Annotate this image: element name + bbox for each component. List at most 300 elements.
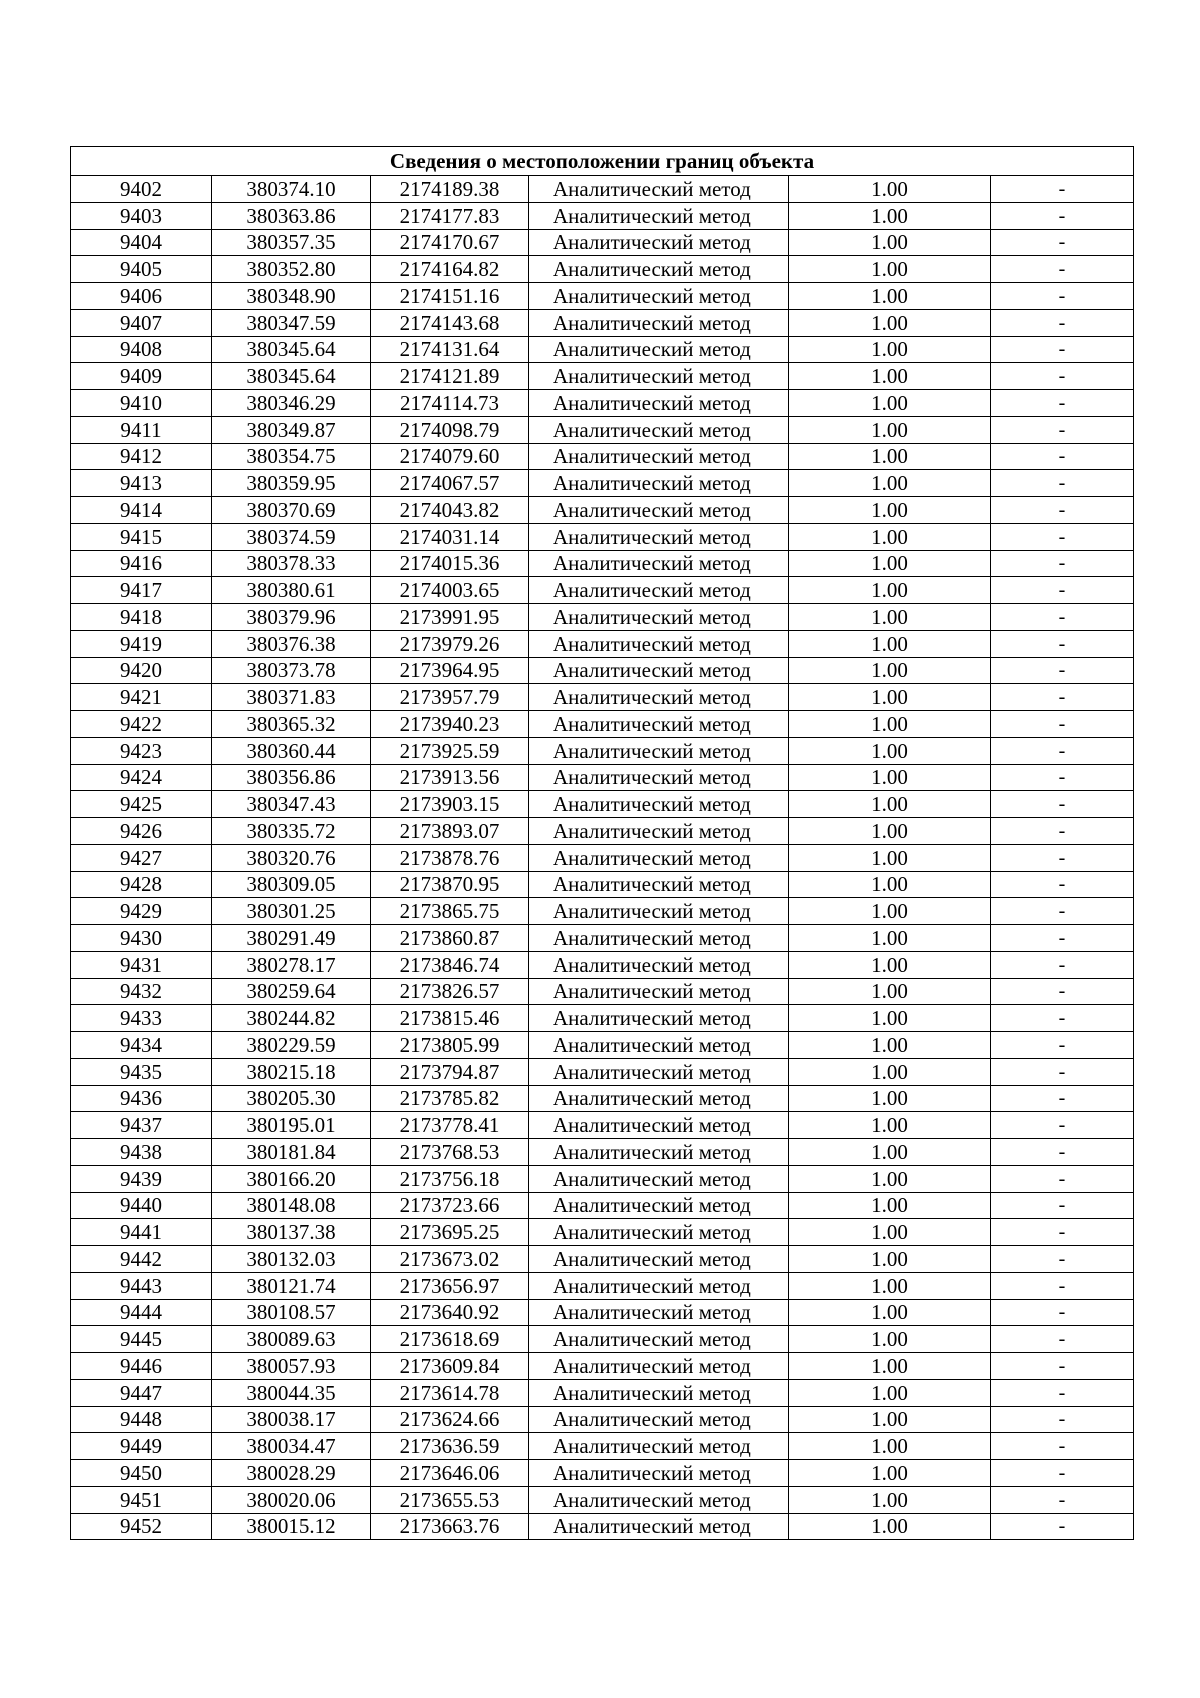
accuracy-cell: 1.00 <box>789 256 991 283</box>
description-cell: - <box>991 1219 1134 1246</box>
y-coordinate-cell: 2174015.36 <box>371 550 529 577</box>
x-coordinate-cell: 380132.03 <box>212 1246 371 1273</box>
table-row <box>71 871 1134 898</box>
point-number-cell: 9451 <box>71 1486 212 1513</box>
y-coordinate-cell: 2173609.84 <box>371 1353 529 1380</box>
point-number-cell: 9444 <box>71 1299 212 1326</box>
description-cell: - <box>991 684 1134 711</box>
point-number-cell: 9450 <box>71 1460 212 1487</box>
y-coordinate-cell: 2173640.92 <box>371 1299 529 1326</box>
method-cell: Аналитический метод <box>529 1112 789 1139</box>
table-row <box>71 1246 1134 1273</box>
point-number-cell: 9405 <box>71 256 212 283</box>
method-cell: Аналитический метод <box>529 1272 789 1299</box>
y-coordinate-cell: 2174189.38 <box>371 176 529 203</box>
y-coordinate-cell: 2173794.87 <box>371 1058 529 1085</box>
x-coordinate-cell: 380374.10 <box>212 176 371 203</box>
description-cell: - <box>991 443 1134 470</box>
x-coordinate-cell: 380345.64 <box>212 336 371 363</box>
table-row <box>71 1326 1134 1353</box>
accuracy-cell: 1.00 <box>789 978 991 1005</box>
accuracy-cell: 1.00 <box>789 1460 991 1487</box>
point-number-cell: 9442 <box>71 1246 212 1273</box>
table-row <box>71 497 1134 524</box>
method-cell: Аналитический метод <box>529 844 789 871</box>
y-coordinate-cell: 2173846.74 <box>371 951 529 978</box>
x-coordinate-cell: 380335.72 <box>212 818 371 845</box>
x-coordinate-cell: 380089.63 <box>212 1326 371 1353</box>
description-cell: - <box>991 1058 1134 1085</box>
accuracy-cell: 1.00 <box>789 497 991 524</box>
y-coordinate-cell: 2173636.59 <box>371 1433 529 1460</box>
method-cell: Аналитический метод <box>529 390 789 417</box>
method-cell: Аналитический метод <box>529 1165 789 1192</box>
accuracy-cell: 1.00 <box>789 657 991 684</box>
table-row <box>71 176 1134 203</box>
method-cell: Аналитический метод <box>529 283 789 310</box>
description-cell: - <box>991 202 1134 229</box>
method-cell: Аналитический метод <box>529 871 789 898</box>
y-coordinate-cell: 2174043.82 <box>371 497 529 524</box>
description-cell: - <box>991 951 1134 978</box>
accuracy-cell: 1.00 <box>789 1326 991 1353</box>
table-row <box>71 764 1134 791</box>
accuracy-cell: 1.00 <box>789 764 991 791</box>
x-coordinate-cell: 380028.29 <box>212 1460 371 1487</box>
method-cell: Аналитический метод <box>529 925 789 952</box>
point-number-cell: 9413 <box>71 470 212 497</box>
y-coordinate-cell: 2174164.82 <box>371 256 529 283</box>
method-cell: Аналитический метод <box>529 1486 789 1513</box>
accuracy-cell: 1.00 <box>789 443 991 470</box>
accuracy-cell: 1.00 <box>789 577 991 604</box>
accuracy-cell: 1.00 <box>789 1513 991 1540</box>
x-coordinate-cell: 380034.47 <box>212 1433 371 1460</box>
point-number-cell: 9421 <box>71 684 212 711</box>
description-cell: - <box>991 176 1134 203</box>
accuracy-cell: 1.00 <box>789 1406 991 1433</box>
method-cell: Аналитический метод <box>529 577 789 604</box>
accuracy-cell: 1.00 <box>789 844 991 871</box>
accuracy-cell: 1.00 <box>789 1433 991 1460</box>
y-coordinate-cell: 2174151.16 <box>371 283 529 310</box>
description-cell: - <box>991 523 1134 550</box>
description-cell: - <box>991 1112 1134 1139</box>
x-coordinate-cell: 380229.59 <box>212 1032 371 1059</box>
x-coordinate-cell: 380348.90 <box>212 283 371 310</box>
point-number-cell: 9408 <box>71 336 212 363</box>
table-row <box>71 1032 1134 1059</box>
y-coordinate-cell: 2173663.76 <box>371 1513 529 1540</box>
table-row <box>71 1112 1134 1139</box>
method-cell: Аналитический метод <box>529 1379 789 1406</box>
y-coordinate-cell: 2173695.25 <box>371 1219 529 1246</box>
x-coordinate-cell: 380374.59 <box>212 523 371 550</box>
point-number-cell: 9452 <box>71 1513 212 1540</box>
description-cell: - <box>991 1433 1134 1460</box>
accuracy-cell: 1.00 <box>789 1005 991 1032</box>
accuracy-cell: 1.00 <box>789 336 991 363</box>
description-cell: - <box>991 1246 1134 1273</box>
y-coordinate-cell: 2173826.57 <box>371 978 529 1005</box>
x-coordinate-cell: 380360.44 <box>212 737 371 764</box>
x-coordinate-cell: 380363.86 <box>212 202 371 229</box>
x-coordinate-cell: 380038.17 <box>212 1406 371 1433</box>
point-number-cell: 9412 <box>71 443 212 470</box>
x-coordinate-cell: 380346.29 <box>212 390 371 417</box>
point-number-cell: 9434 <box>71 1032 212 1059</box>
x-coordinate-cell: 380121.74 <box>212 1272 371 1299</box>
accuracy-cell: 1.00 <box>789 1353 991 1380</box>
method-cell: Аналитический метод <box>529 1460 789 1487</box>
y-coordinate-cell: 2174031.14 <box>371 523 529 550</box>
x-coordinate-cell: 380166.20 <box>212 1165 371 1192</box>
table-row <box>71 657 1134 684</box>
method-cell: Аналитический метод <box>529 256 789 283</box>
description-cell: - <box>991 577 1134 604</box>
table-row <box>71 577 1134 604</box>
point-number-cell: 9447 <box>71 1379 212 1406</box>
x-coordinate-cell: 380347.43 <box>212 791 371 818</box>
accuracy-cell: 1.00 <box>789 604 991 631</box>
y-coordinate-cell: 2173815.46 <box>371 1005 529 1032</box>
description-cell: - <box>991 229 1134 256</box>
y-coordinate-cell: 2173768.53 <box>371 1139 529 1166</box>
y-coordinate-cell: 2173979.26 <box>371 630 529 657</box>
point-number-cell: 9416 <box>71 550 212 577</box>
accuracy-cell: 1.00 <box>789 898 991 925</box>
method-cell: Аналитический метод <box>529 550 789 577</box>
description-cell: - <box>991 1005 1134 1032</box>
y-coordinate-cell: 2173785.82 <box>371 1085 529 1112</box>
y-coordinate-cell: 2173991.95 <box>371 604 529 631</box>
description-cell: - <box>991 604 1134 631</box>
point-number-cell: 9439 <box>71 1165 212 1192</box>
accuracy-cell: 1.00 <box>789 1486 991 1513</box>
x-coordinate-cell: 380244.82 <box>212 1005 371 1032</box>
x-coordinate-cell: 380347.59 <box>212 309 371 336</box>
accuracy-cell: 1.00 <box>789 1219 991 1246</box>
accuracy-cell: 1.00 <box>789 684 991 711</box>
accuracy-cell: 1.00 <box>789 1272 991 1299</box>
y-coordinate-cell: 2174079.60 <box>371 443 529 470</box>
point-number-cell: 9420 <box>71 657 212 684</box>
description-cell: - <box>991 657 1134 684</box>
point-number-cell: 9448 <box>71 1406 212 1433</box>
description-cell: - <box>991 1139 1134 1166</box>
table-row <box>71 844 1134 871</box>
table-row <box>71 1085 1134 1112</box>
description-cell: - <box>991 550 1134 577</box>
x-coordinate-cell: 380301.25 <box>212 898 371 925</box>
table-row <box>71 684 1134 711</box>
table-row <box>71 1299 1134 1326</box>
accuracy-cell: 1.00 <box>789 550 991 577</box>
y-coordinate-cell: 2173624.66 <box>371 1406 529 1433</box>
description-cell: - <box>991 925 1134 952</box>
point-number-cell: 9402 <box>71 176 212 203</box>
accuracy-cell: 1.00 <box>789 737 991 764</box>
table-row <box>71 1005 1134 1032</box>
table-row <box>71 1486 1134 1513</box>
method-cell: Аналитический метод <box>529 684 789 711</box>
point-number-cell: 9445 <box>71 1326 212 1353</box>
y-coordinate-cell: 2173618.69 <box>371 1326 529 1353</box>
accuracy-cell: 1.00 <box>789 229 991 256</box>
method-cell: Аналитический метод <box>529 1353 789 1380</box>
table-row <box>71 202 1134 229</box>
y-coordinate-cell: 2174003.65 <box>371 577 529 604</box>
accuracy-cell: 1.00 <box>789 1112 991 1139</box>
description-cell: - <box>991 283 1134 310</box>
table-row <box>71 925 1134 952</box>
description-cell: - <box>991 871 1134 898</box>
x-coordinate-cell: 380380.61 <box>212 577 371 604</box>
x-coordinate-cell: 380371.83 <box>212 684 371 711</box>
description-cell: - <box>991 764 1134 791</box>
point-number-cell: 9446 <box>71 1353 212 1380</box>
method-cell: Аналитический метод <box>529 1406 789 1433</box>
y-coordinate-cell: 2173925.59 <box>371 737 529 764</box>
table-title-row <box>71 147 1134 176</box>
y-coordinate-cell: 2174143.68 <box>371 309 529 336</box>
point-number-cell: 9425 <box>71 791 212 818</box>
x-coordinate-cell: 380357.35 <box>212 229 371 256</box>
y-coordinate-cell: 2173878.76 <box>371 844 529 871</box>
point-number-cell: 9431 <box>71 951 212 978</box>
method-cell: Аналитический метод <box>529 1219 789 1246</box>
y-coordinate-cell: 2173940.23 <box>371 711 529 738</box>
point-number-cell: 9440 <box>71 1192 212 1219</box>
y-coordinate-cell: 2173957.79 <box>371 684 529 711</box>
accuracy-cell: 1.00 <box>789 1139 991 1166</box>
point-number-cell: 9422 <box>71 711 212 738</box>
table-row <box>71 1433 1134 1460</box>
accuracy-cell: 1.00 <box>789 283 991 310</box>
y-coordinate-cell: 2173805.99 <box>371 1032 529 1059</box>
x-coordinate-cell: 380205.30 <box>212 1085 371 1112</box>
x-coordinate-cell: 380181.84 <box>212 1139 371 1166</box>
table-row <box>71 711 1134 738</box>
point-number-cell: 9438 <box>71 1139 212 1166</box>
table-row <box>71 1272 1134 1299</box>
x-coordinate-cell: 380356.86 <box>212 764 371 791</box>
y-coordinate-cell: 2173614.78 <box>371 1379 529 1406</box>
point-number-cell: 9406 <box>71 283 212 310</box>
table-row <box>71 523 1134 550</box>
method-cell: Аналитический метод <box>529 657 789 684</box>
accuracy-cell: 1.00 <box>789 523 991 550</box>
accuracy-cell: 1.00 <box>789 1192 991 1219</box>
y-coordinate-cell: 2173870.95 <box>371 871 529 898</box>
method-cell: Аналитический метод <box>529 336 789 363</box>
point-number-cell: 9437 <box>71 1112 212 1139</box>
x-coordinate-cell: 380108.57 <box>212 1299 371 1326</box>
method-cell: Аналитический метод <box>529 1005 789 1032</box>
y-coordinate-cell: 2174067.57 <box>371 470 529 497</box>
point-number-cell: 9419 <box>71 630 212 657</box>
x-coordinate-cell: 380352.80 <box>212 256 371 283</box>
description-cell: - <box>991 336 1134 363</box>
description-cell: - <box>991 630 1134 657</box>
description-cell: - <box>991 1032 1134 1059</box>
point-number-cell: 9415 <box>71 523 212 550</box>
table-row <box>71 1165 1134 1192</box>
description-cell: - <box>991 497 1134 524</box>
description-cell: - <box>991 1460 1134 1487</box>
method-cell: Аналитический метод <box>529 764 789 791</box>
method-cell: Аналитический метод <box>529 470 789 497</box>
table-row <box>71 1192 1134 1219</box>
x-coordinate-cell: 380379.96 <box>212 604 371 631</box>
accuracy-cell: 1.00 <box>789 363 991 390</box>
y-coordinate-cell: 2174131.64 <box>371 336 529 363</box>
table-row <box>71 1219 1134 1246</box>
y-coordinate-cell: 2173865.75 <box>371 898 529 925</box>
method-cell: Аналитический метод <box>529 363 789 390</box>
method-cell: Аналитический метод <box>529 898 789 925</box>
description-cell: - <box>991 898 1134 925</box>
method-cell: Аналитический метод <box>529 951 789 978</box>
method-cell: Аналитический метод <box>529 1085 789 1112</box>
table-row <box>71 1379 1134 1406</box>
x-coordinate-cell: 380345.64 <box>212 363 371 390</box>
description-cell: - <box>991 737 1134 764</box>
point-number-cell: 9424 <box>71 764 212 791</box>
method-cell: Аналитический метод <box>529 309 789 336</box>
y-coordinate-cell: 2174121.89 <box>371 363 529 390</box>
description-cell: - <box>991 1379 1134 1406</box>
x-coordinate-cell: 380376.38 <box>212 630 371 657</box>
table-row <box>71 470 1134 497</box>
table-row <box>71 818 1134 845</box>
method-cell: Аналитический метод <box>529 818 789 845</box>
table-row <box>71 604 1134 631</box>
table-row <box>71 550 1134 577</box>
point-number-cell: 9433 <box>71 1005 212 1032</box>
table-row <box>71 283 1134 310</box>
accuracy-cell: 1.00 <box>789 1032 991 1059</box>
description-cell: - <box>991 1272 1134 1299</box>
method-cell: Аналитический метод <box>529 1513 789 1540</box>
method-cell: Аналитический метод <box>529 176 789 203</box>
description-cell: - <box>991 1085 1134 1112</box>
point-number-cell: 9409 <box>71 363 212 390</box>
method-cell: Аналитический метод <box>529 229 789 256</box>
x-coordinate-cell: 380370.69 <box>212 497 371 524</box>
y-coordinate-cell: 2173646.06 <box>371 1460 529 1487</box>
description-cell: - <box>991 1326 1134 1353</box>
method-cell: Аналитический метод <box>529 791 789 818</box>
x-coordinate-cell: 380373.78 <box>212 657 371 684</box>
description-cell: - <box>991 978 1134 1005</box>
accuracy-cell: 1.00 <box>789 791 991 818</box>
accuracy-cell: 1.00 <box>789 202 991 229</box>
description-cell: - <box>991 256 1134 283</box>
description-cell: - <box>991 363 1134 390</box>
y-coordinate-cell: 2174114.73 <box>371 390 529 417</box>
point-number-cell: 9435 <box>71 1058 212 1085</box>
x-coordinate-cell: 380137.38 <box>212 1219 371 1246</box>
description-cell: - <box>991 1353 1134 1380</box>
point-number-cell: 9407 <box>71 309 212 336</box>
point-number-cell: 9427 <box>71 844 212 871</box>
method-cell: Аналитический метод <box>529 443 789 470</box>
x-coordinate-cell: 380291.49 <box>212 925 371 952</box>
accuracy-cell: 1.00 <box>789 1165 991 1192</box>
accuracy-cell: 1.00 <box>789 818 991 845</box>
accuracy-cell: 1.00 <box>789 1058 991 1085</box>
point-number-cell: 9436 <box>71 1085 212 1112</box>
description-cell: - <box>991 844 1134 871</box>
accuracy-cell: 1.00 <box>789 1246 991 1273</box>
method-cell: Аналитический метод <box>529 604 789 631</box>
x-coordinate-cell: 380020.06 <box>212 1486 371 1513</box>
x-coordinate-cell: 380365.32 <box>212 711 371 738</box>
point-number-cell: 9418 <box>71 604 212 631</box>
table-row <box>71 390 1134 417</box>
description-cell: - <box>991 1299 1134 1326</box>
point-number-cell: 9417 <box>71 577 212 604</box>
method-cell: Аналитический метод <box>529 630 789 657</box>
method-cell: Аналитический метод <box>529 1433 789 1460</box>
x-coordinate-cell: 380278.17 <box>212 951 371 978</box>
description-cell: - <box>991 390 1134 417</box>
y-coordinate-cell: 2173655.53 <box>371 1486 529 1513</box>
x-coordinate-cell: 380015.12 <box>212 1513 371 1540</box>
y-coordinate-cell: 2173964.95 <box>371 657 529 684</box>
table-row <box>71 1406 1134 1433</box>
accuracy-cell: 1.00 <box>789 470 991 497</box>
description-cell: - <box>991 818 1134 845</box>
description-cell: - <box>991 791 1134 818</box>
table-row <box>71 630 1134 657</box>
accuracy-cell: 1.00 <box>789 1379 991 1406</box>
y-coordinate-cell: 2173756.18 <box>371 1165 529 1192</box>
description-cell: - <box>991 309 1134 336</box>
table-row <box>71 229 1134 256</box>
method-cell: Аналитический метод <box>529 737 789 764</box>
y-coordinate-cell: 2173893.07 <box>371 818 529 845</box>
point-number-cell: 9423 <box>71 737 212 764</box>
y-coordinate-cell: 2173656.97 <box>371 1272 529 1299</box>
table-row <box>71 1513 1134 1540</box>
boundary-coordinates-table <box>70 146 1134 1540</box>
method-cell: Аналитический метод <box>529 978 789 1005</box>
point-number-cell: 9430 <box>71 925 212 952</box>
y-coordinate-cell: 2173913.56 <box>371 764 529 791</box>
method-cell: Аналитический метод <box>529 1139 789 1166</box>
x-coordinate-cell: 380259.64 <box>212 978 371 1005</box>
y-coordinate-cell: 2173903.15 <box>371 791 529 818</box>
description-cell: - <box>991 1513 1134 1540</box>
method-cell: Аналитический метод <box>529 1058 789 1085</box>
method-cell: Аналитический метод <box>529 1246 789 1273</box>
x-coordinate-cell: 380349.87 <box>212 416 371 443</box>
method-cell: Аналитический метод <box>529 1299 789 1326</box>
accuracy-cell: 1.00 <box>789 416 991 443</box>
description-cell: - <box>991 1192 1134 1219</box>
x-coordinate-cell: 380195.01 <box>212 1112 371 1139</box>
description-cell: - <box>991 416 1134 443</box>
table-row <box>71 1460 1134 1487</box>
y-coordinate-cell: 2174098.79 <box>371 416 529 443</box>
x-coordinate-cell: 380378.33 <box>212 550 371 577</box>
point-number-cell: 9411 <box>71 416 212 443</box>
description-cell: - <box>991 1165 1134 1192</box>
table-row <box>71 951 1134 978</box>
accuracy-cell: 1.00 <box>789 1299 991 1326</box>
